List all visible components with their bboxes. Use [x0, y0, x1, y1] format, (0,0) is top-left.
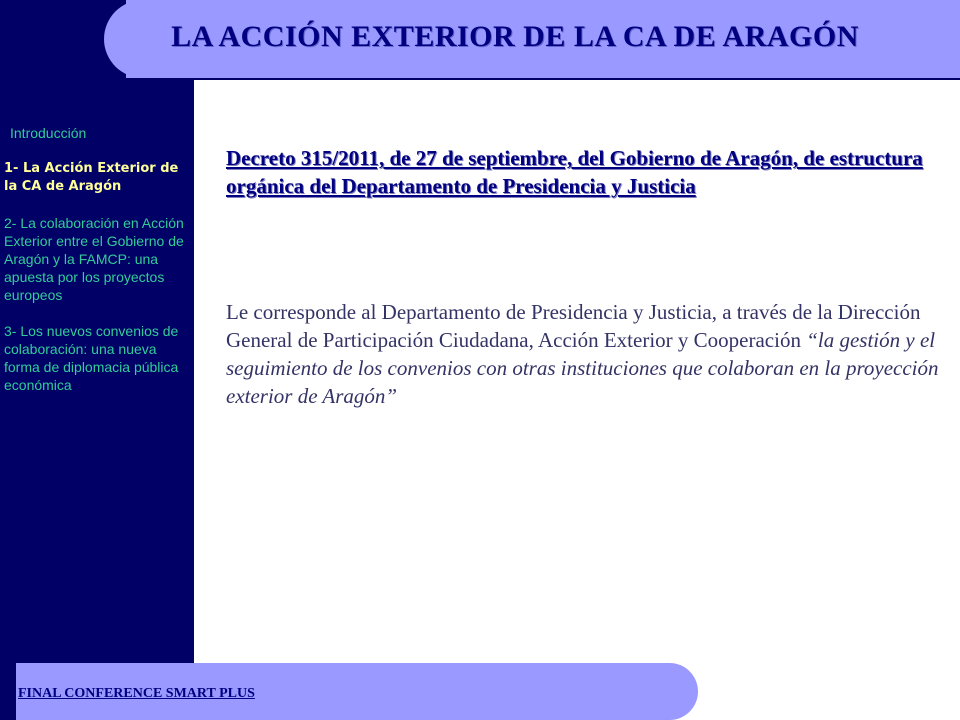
sidebar-item-introduccion[interactable]: Introducción [10, 125, 87, 141]
footer-text: FINAL CONFERENCE SMART PLUS [18, 686, 255, 701]
page-title: LA ACCIÓN EXTERIOR DE LA CA DE ARAGÓN [171, 20, 859, 53]
paragraph-quote: “la gestión y el seguimiento de los convenios con otras instituciones que colaboran en la proyección exterior de Aragón” [226, 328, 939, 408]
body-paragraph [226, 298, 946, 410]
footer-corner [0, 663, 16, 720]
sidebar-item-nuevos-convenios[interactable]: 3- Los nuevos convenios de colaboración: una nueva forma de diplomacia pública económica [4, 323, 179, 393]
decree-heading: Decreto 315/2011, de 27 de septiembre, del Gobierno de Aragón, de estructura orgánica del Departamento de Presidencia y Justicia [226, 146, 923, 198]
sidebar-nav [4, 124, 194, 412]
paragraph-intro: Le corresponde al Departamento de Presidencia y Justicia, a través de la Dirección General de Participación Ciudadana, Acción Exterior y Cooperación [226, 300, 921, 352]
sidebar-item-accion-exterior[interactable]: 1- La Acción Exterior de la CA de Aragón [4, 161, 179, 194]
title-divider [194, 78, 960, 80]
sidebar-item-colaboracion-famcp[interactable]: 2- La colaboración en Acción Exterior entre el Gobierno de Aragón y la FAMCP: una apuesta por los proyectos europeos [4, 215, 184, 303]
